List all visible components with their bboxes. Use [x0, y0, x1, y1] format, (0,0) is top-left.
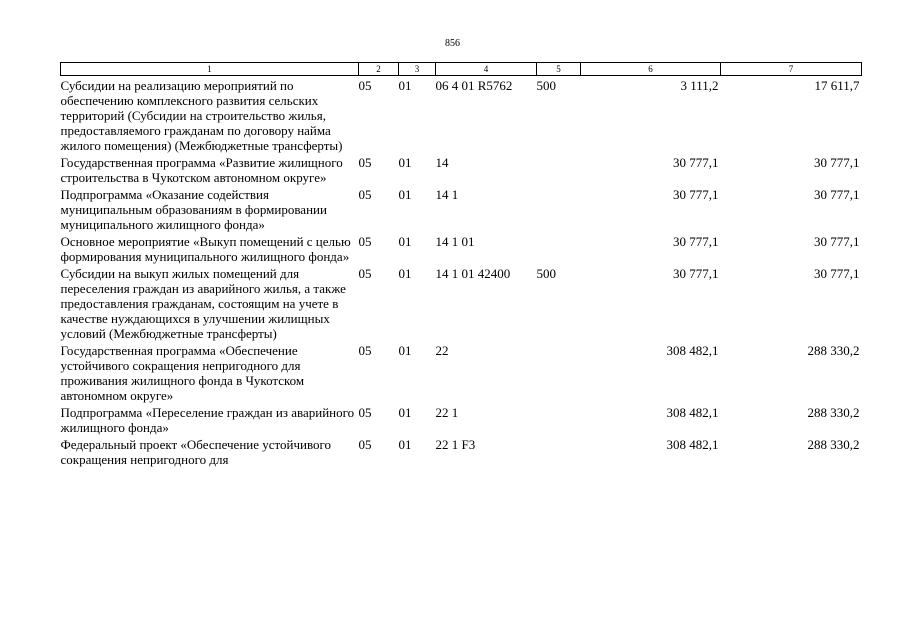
row-name: Государственная программа «Развитие жилищного строительства в Чукотском автономном округе» — [60, 155, 343, 185]
row-expense-type — [537, 342, 581, 404]
row-subsection: 01 — [398, 187, 412, 202]
row-amount-1: 30 777,1 — [673, 155, 719, 170]
row-subsection: 01 — [398, 234, 412, 249]
row-expense-type: 500 — [536, 266, 556, 281]
row-subsection: 01 — [398, 437, 412, 452]
row-expense-type — [537, 436, 581, 468]
row-section: 05 — [358, 405, 372, 420]
row-target-article: 22 — [435, 343, 449, 358]
row-name: Подпрограмма «Оказание содействия муниципальным образованиям в формировании муниципального жилищного фонда» — [60, 187, 327, 232]
row-amount-1: 308 482,1 — [666, 437, 719, 452]
row-amount-2: 288 330,2 — [807, 343, 860, 358]
row-name: Субсидии на реализацию мероприятий по обеспечению комплексного развития сельских территорий (Субсидии на строительство жилья, предоставляемого гражданам по договору найма жилого помещения) (Межбюджетные трансферты) — [60, 78, 343, 153]
row-name: Государственная программа «Обеспечение устойчивого сокращения непригодного для проживания жилищного фонда в Чукотском автономном округе» — [60, 343, 305, 403]
row-amount-2: 30 777,1 — [814, 155, 860, 170]
row-expense-type — [537, 404, 581, 436]
page-number: 856 — [445, 38, 460, 49]
row-section: 05 — [358, 187, 372, 202]
header-col-4: 4 — [436, 63, 537, 76]
row-target-article: 06 4 01 R5762 — [435, 78, 513, 93]
row-amount-1: 30 777,1 — [673, 234, 719, 249]
row-expense-type — [537, 233, 581, 265]
header-row — [61, 63, 862, 76]
row-expense-type — [537, 186, 581, 233]
row-amount-1: 30 777,1 — [673, 187, 719, 202]
table-body — [61, 76, 862, 469]
header-col-5: 5 — [537, 63, 581, 76]
table-row — [61, 76, 862, 155]
row-name: Подпрограмма «Переселение граждан из аварийного жилищного фонда» — [60, 405, 355, 435]
row-expense-type: 500 — [536, 78, 556, 93]
table-row — [61, 186, 862, 233]
row-amount-1: 308 482,1 — [666, 405, 719, 420]
row-amount-2: 288 330,2 — [807, 437, 860, 452]
table-header — [61, 63, 862, 76]
row-section: 05 — [358, 155, 372, 170]
row-section: 05 — [358, 266, 372, 281]
row-subsection: 01 — [398, 155, 412, 170]
row-expense-type — [537, 154, 581, 186]
table-row — [61, 265, 862, 342]
row-target-article: 14 — [435, 155, 449, 170]
row-name: Федеральный проект «Обеспечение устойчивого сокращения непригодного для — [60, 437, 332, 467]
row-section: 05 — [358, 234, 372, 249]
row-amount-2: 30 777,1 — [814, 266, 860, 281]
row-subsection: 01 — [398, 78, 412, 93]
row-section: 05 — [358, 437, 372, 452]
row-amount-1: 3 111,2 — [680, 78, 719, 93]
row-target-article: 14 1 01 42400 — [435, 266, 511, 281]
row-amount-1: 308 482,1 — [666, 343, 719, 358]
table-row — [61, 233, 862, 265]
row-target-article: 14 1 — [435, 187, 459, 202]
row-name: Субсидии на выкуп жилых помещений для переселения граждан из аварийного жилья, а также предоставления гражданам, состоящим на учете в качестве нуждающихся в улучшении жилищных условий (Межбюджетные трансферты) — [60, 266, 346, 341]
row-amount-2: 288 330,2 — [807, 405, 860, 420]
row-subsection: 01 — [398, 266, 412, 281]
row-name: Основное мероприятие «Выкуп помещений с целью формирования муниципального жилищного фонда» — [60, 234, 351, 264]
row-section: 05 — [358, 343, 372, 358]
table-row — [61, 342, 862, 404]
table-row — [61, 154, 862, 186]
row-section: 05 — [358, 78, 372, 93]
header-col-1: 1 — [61, 63, 359, 76]
row-amount-2: 17 611,7 — [814, 78, 860, 93]
row-target-article: 14 1 01 — [435, 234, 475, 249]
budget-table — [60, 62, 862, 468]
header-col-3: 3 — [399, 63, 436, 76]
row-amount-1: 30 777,1 — [673, 266, 719, 281]
header-col-2: 2 — [359, 63, 399, 76]
row-target-article: 22 1 F3 — [435, 437, 476, 452]
header-col-7: 7 — [721, 63, 862, 76]
row-amount-2: 30 777,1 — [814, 234, 860, 249]
row-subsection: 01 — [398, 343, 412, 358]
table-row — [61, 404, 862, 436]
row-amount-2: 30 777,1 — [814, 187, 860, 202]
row-subsection: 01 — [398, 405, 412, 420]
table-row — [61, 436, 862, 468]
row-target-article: 22 1 — [435, 405, 459, 420]
header-col-6: 6 — [581, 63, 721, 76]
